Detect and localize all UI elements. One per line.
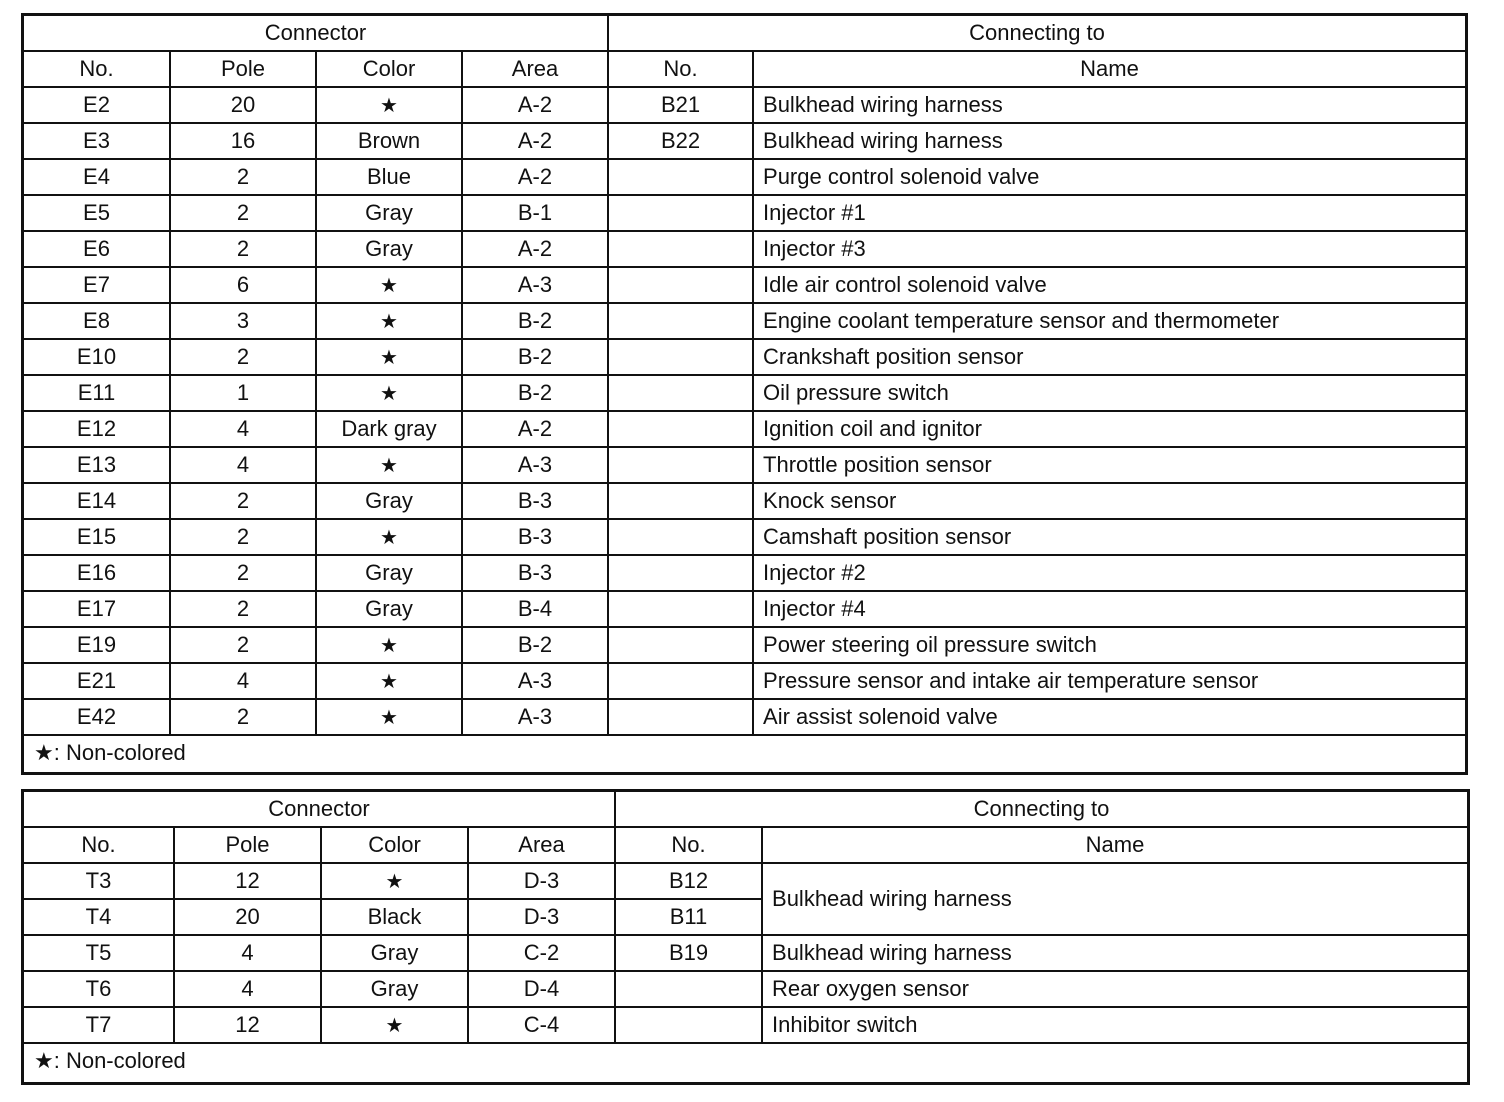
cell-connecting-no: B11	[615, 899, 762, 935]
cell-color: ★	[316, 447, 462, 483]
cell-name: Injector #2	[753, 555, 1465, 591]
cell-name: Power steering oil pressure switch	[753, 627, 1465, 663]
cell-pole: 4	[170, 663, 316, 699]
cell-area: B-1	[462, 195, 608, 231]
cell-area: C-2	[468, 935, 615, 971]
cell-area: B-3	[462, 483, 608, 519]
cell-name: Camshaft position sensor	[753, 519, 1465, 555]
cell-no: E42	[24, 699, 170, 735]
cell-color: ★	[316, 519, 462, 555]
cell-connecting-no	[608, 447, 753, 483]
column-header-area: Area	[468, 827, 615, 863]
table-row	[24, 1007, 1467, 1043]
cell-pole: 12	[174, 1007, 321, 1043]
cell-area: A-2	[462, 123, 608, 159]
cell-area: A-3	[462, 699, 608, 735]
group-header-connecting-to: Connecting to	[608, 16, 1465, 51]
column-header-pole: Pole	[174, 827, 321, 863]
table-row	[24, 627, 1465, 663]
cell-connecting-no	[608, 339, 753, 375]
cell-name: Rear oxygen sensor	[762, 971, 1467, 1007]
table-row	[24, 375, 1465, 411]
cell-color: Gray	[316, 195, 462, 231]
cell-color: ★	[316, 339, 462, 375]
cell-color: ★	[316, 663, 462, 699]
cell-name: Bulkhead wiring harness	[762, 863, 1467, 935]
table-row	[24, 267, 1465, 303]
cell-color: ★	[316, 267, 462, 303]
cell-pole: 2	[170, 483, 316, 519]
table-row	[24, 195, 1465, 231]
table-row	[24, 699, 1465, 735]
cell-connecting-no	[615, 1007, 762, 1043]
cell-no: E7	[24, 267, 170, 303]
cell-pole: 2	[170, 555, 316, 591]
cell-pole: 1	[170, 375, 316, 411]
cell-color: Gray	[321, 971, 468, 1007]
column-header-color: Color	[321, 827, 468, 863]
cell-pole: 2	[170, 699, 316, 735]
cell-pole: 2	[170, 591, 316, 627]
cell-no: E14	[24, 483, 170, 519]
table-row	[24, 483, 1465, 519]
cell-color: Gray	[316, 555, 462, 591]
cell-name: Pressure sensor and intake air temperature sensor	[753, 663, 1465, 699]
cell-no: E16	[24, 555, 170, 591]
cell-name: Injector #3	[753, 231, 1465, 267]
cell-connecting-no	[608, 267, 753, 303]
cell-name: Injector #4	[753, 591, 1465, 627]
cell-no: E4	[24, 159, 170, 195]
cell-pole: 12	[174, 863, 321, 899]
cell-no: E2	[24, 87, 170, 123]
cell-name: Bulkhead wiring harness	[753, 123, 1465, 159]
table-row	[24, 663, 1465, 699]
table-row	[24, 591, 1465, 627]
cell-connecting-no: B22	[608, 123, 753, 159]
cell-name: Oil pressure switch	[753, 375, 1465, 411]
cell-area: C-4	[468, 1007, 615, 1043]
group-header-connector: Connector	[24, 792, 615, 827]
cell-name: Crankshaft position sensor	[753, 339, 1465, 375]
cell-name: Ignition coil and ignitor	[753, 411, 1465, 447]
cell-no: E6	[24, 231, 170, 267]
cell-color: Blue	[316, 159, 462, 195]
cell-connecting-no	[608, 231, 753, 267]
cell-no: E12	[24, 411, 170, 447]
cell-pole: 6	[170, 267, 316, 303]
group-header-connecting-to: Connecting to	[615, 792, 1467, 827]
cell-no: E13	[24, 447, 170, 483]
cell-area: B-3	[462, 555, 608, 591]
cell-pole: 2	[170, 159, 316, 195]
column-header-color: Color	[316, 51, 462, 87]
cell-connecting-no	[608, 663, 753, 699]
cell-color: ★	[316, 699, 462, 735]
cell-area: B-2	[462, 303, 608, 339]
cell-connecting-no	[608, 519, 753, 555]
cell-area: A-3	[462, 267, 608, 303]
cell-color: ★	[316, 303, 462, 339]
cell-pole: 4	[170, 447, 316, 483]
cell-pole: 16	[170, 123, 316, 159]
column-header-no: No.	[24, 827, 174, 863]
cell-name: Bulkhead wiring harness	[753, 87, 1465, 123]
cell-color: ★	[321, 1007, 468, 1043]
cell-area: A-2	[462, 231, 608, 267]
cell-no: T7	[24, 1007, 174, 1043]
cell-area: A-3	[462, 447, 608, 483]
cell-connecting-no	[608, 411, 753, 447]
cell-connecting-no: B12	[615, 863, 762, 899]
cell-no: E19	[24, 627, 170, 663]
cell-connecting-no	[608, 159, 753, 195]
column-header-pole: Pole	[170, 51, 316, 87]
cell-connecting-no: B21	[608, 87, 753, 123]
cell-pole: 20	[170, 87, 316, 123]
column-header-name: Name	[753, 51, 1465, 87]
cell-color: ★	[316, 87, 462, 123]
connector-table-e	[21, 13, 1468, 775]
cell-no: E21	[24, 663, 170, 699]
cell-area: B-2	[462, 627, 608, 663]
cell-connecting-no	[608, 591, 753, 627]
cell-connecting-no	[608, 555, 753, 591]
cell-no: T3	[24, 863, 174, 899]
cell-no: E15	[24, 519, 170, 555]
legend-note: ★: Non-colored	[34, 1048, 186, 1073]
cell-color: ★	[321, 863, 468, 899]
column-header-name: Name	[762, 827, 1467, 863]
cell-area: A-2	[462, 159, 608, 195]
cell-no: E11	[24, 375, 170, 411]
table-row	[24, 231, 1465, 267]
cell-area: B-4	[462, 591, 608, 627]
cell-pole: 2	[170, 627, 316, 663]
cell-connecting-no	[608, 627, 753, 663]
cell-pole: 20	[174, 899, 321, 935]
cell-connecting-no	[608, 483, 753, 519]
cell-color: Gray	[321, 935, 468, 971]
table-row	[24, 519, 1465, 555]
cell-pole: 3	[170, 303, 316, 339]
cell-no: T6	[24, 971, 174, 1007]
cell-name: Engine coolant temperature sensor and thermometer	[753, 303, 1465, 339]
cell-color: Dark gray	[316, 411, 462, 447]
table-row	[24, 447, 1465, 483]
column-header-area: Area	[462, 51, 608, 87]
table-row	[24, 411, 1465, 447]
cell-pole: 4	[174, 971, 321, 1007]
cell-pole: 2	[170, 195, 316, 231]
cell-area: D-4	[468, 971, 615, 1007]
table-row	[24, 303, 1465, 339]
cell-color: Gray	[316, 591, 462, 627]
cell-name: Knock sensor	[753, 483, 1465, 519]
cell-connecting-no	[608, 195, 753, 231]
table-row	[24, 935, 1467, 971]
cell-pole: 2	[170, 231, 316, 267]
cell-area: B-2	[462, 375, 608, 411]
cell-name: Bulkhead wiring harness	[762, 935, 1467, 971]
cell-area: A-2	[462, 87, 608, 123]
table-row	[24, 159, 1465, 195]
cell-color: ★	[316, 627, 462, 663]
table-row	[24, 339, 1465, 375]
cell-area: A-2	[462, 411, 608, 447]
cell-no: E3	[24, 123, 170, 159]
cell-name: Inhibitor switch	[762, 1007, 1467, 1043]
cell-pole: 4	[170, 411, 316, 447]
cell-no: T4	[24, 899, 174, 935]
cell-color: ★	[316, 375, 462, 411]
table-row	[24, 863, 1467, 899]
connector-table-t-grid	[24, 792, 1467, 1044]
connector-table-t	[21, 789, 1470, 1085]
cell-area: A-3	[462, 663, 608, 699]
column-header-connecting-no: No.	[608, 51, 753, 87]
cell-area: B-3	[462, 519, 608, 555]
table-row	[24, 87, 1465, 123]
cell-connecting-no: B19	[615, 935, 762, 971]
cell-connecting-no	[608, 303, 753, 339]
cell-connecting-no	[608, 699, 753, 735]
table-row	[24, 123, 1465, 159]
cell-no: E5	[24, 195, 170, 231]
cell-color: Black	[321, 899, 468, 935]
cell-connecting-no	[615, 971, 762, 1007]
cell-area: D-3	[468, 863, 615, 899]
cell-area: D-3	[468, 899, 615, 935]
column-header-no: No.	[24, 51, 170, 87]
table-row	[24, 555, 1465, 591]
cell-no: T5	[24, 935, 174, 971]
cell-color: Brown	[316, 123, 462, 159]
cell-no: E8	[24, 303, 170, 339]
cell-pole: 2	[170, 519, 316, 555]
legend-note: ★: Non-colored	[34, 740, 186, 765]
group-header-connector: Connector	[24, 16, 608, 51]
cell-no: E10	[24, 339, 170, 375]
cell-color: Gray	[316, 231, 462, 267]
column-header-connecting-no: No.	[615, 827, 762, 863]
cell-name: Injector #1	[753, 195, 1465, 231]
cell-name: Throttle position sensor	[753, 447, 1465, 483]
cell-name: Air assist solenoid valve	[753, 699, 1465, 735]
cell-color: Gray	[316, 483, 462, 519]
cell-pole: 4	[174, 935, 321, 971]
cell-no: E17	[24, 591, 170, 627]
table-row	[24, 971, 1467, 1007]
cell-name: Idle air control solenoid valve	[753, 267, 1465, 303]
cell-connecting-no	[608, 375, 753, 411]
cell-pole: 2	[170, 339, 316, 375]
connector-table-e-grid	[24, 16, 1465, 736]
cell-area: B-2	[462, 339, 608, 375]
cell-name: Purge control solenoid valve	[753, 159, 1465, 195]
